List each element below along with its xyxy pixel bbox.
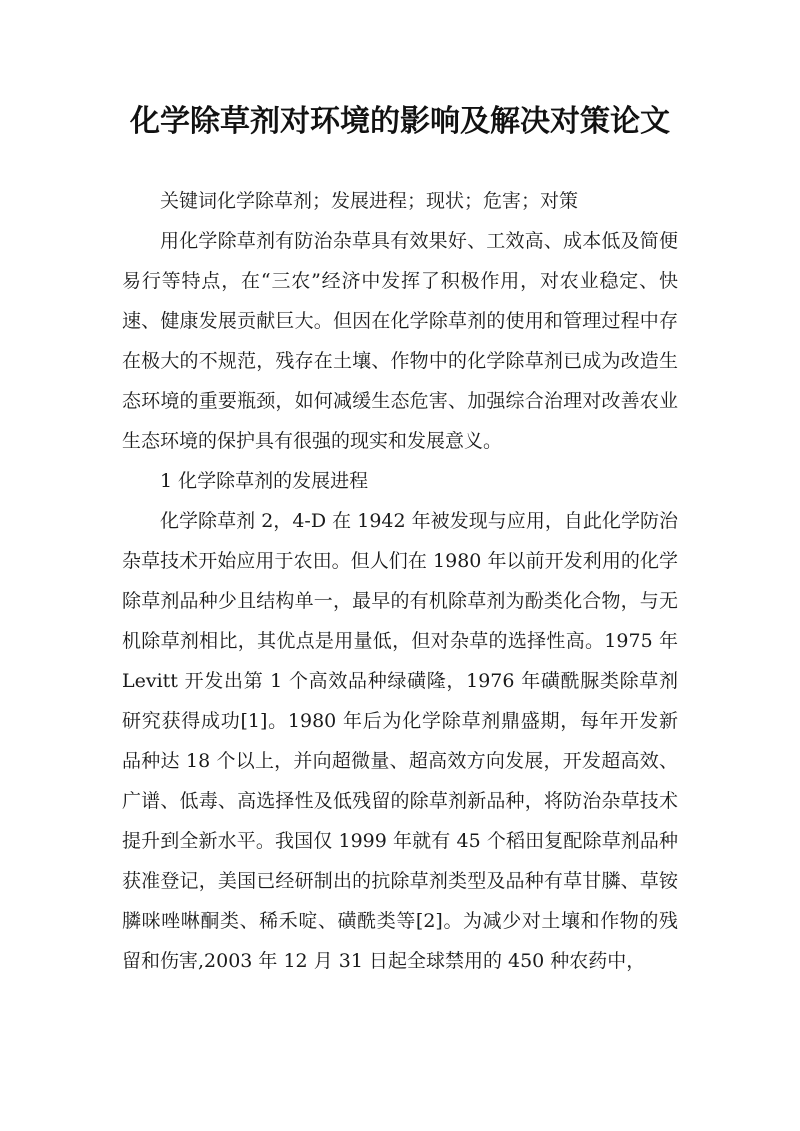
document-body — [122, 181, 678, 981]
intro-paragraph: 用化学除草剂有防治杂草具有效果好、工效高、成本低及简便易行等特点，在“三农”经济中发挥了积极作用，对农业稳定、快速、健康发展贡献巨大。但因在化学除草剂的使用和管理过程中存在极大的不规范，残存在土壤、作物中的化学除草剂已成为改造生态环境的重要瓶颈，如何减缓生态危害、加强综合治理对改善农业生态环境的保护具有很强的现实和发展意义。 — [122, 230, 678, 452]
keywords-paragraph: 关键词化学除草剂；发展进程；现状；危害；对策 — [160, 190, 579, 212]
document-title: 化学除草剂对环境的影响及解决对策论文 — [130, 104, 670, 139]
development-paragraph: 化学除草剂 2，4-D 在 1942 年被发现与应用，自此化学防治杂草技术开始应用于农田。但人们在 1980 年以前开发利用的化学除草剂品种少且结构单一，最早的有机除草剂为酚类化合物，与无机除草剂相比，其优点是用量低，但对杂草的选择性高。1975 年 Levitt 开发出第 1 个高效品种绿磺隆，1976 年磺酰脲类除草剂研究获得成功[1]。1980 年后为化学除草剂鼎盛期，每年开发新品种达 18 个以上，并向超微量、超高效方向发展，开发超高效、广谱、低毒、高选择性及低残留的除草剂新品种，将防治杂草技术提升到全新水平。我国仅 1999 年就有 45 个稻田复配除草剂品种获准登记，美国已经研制出的抗除草剂类型及品种有草甘膦、草铵膦咪唑啉酮类、稀禾啶、磺酰类等[2]。为减少对土壤和作物的残留和伤害,2003 年 12 月 31 日起全球禁用的 450 种农药中， — [122, 510, 678, 972]
section-heading: 1 化学除草剂的发展进程 — [160, 470, 369, 492]
